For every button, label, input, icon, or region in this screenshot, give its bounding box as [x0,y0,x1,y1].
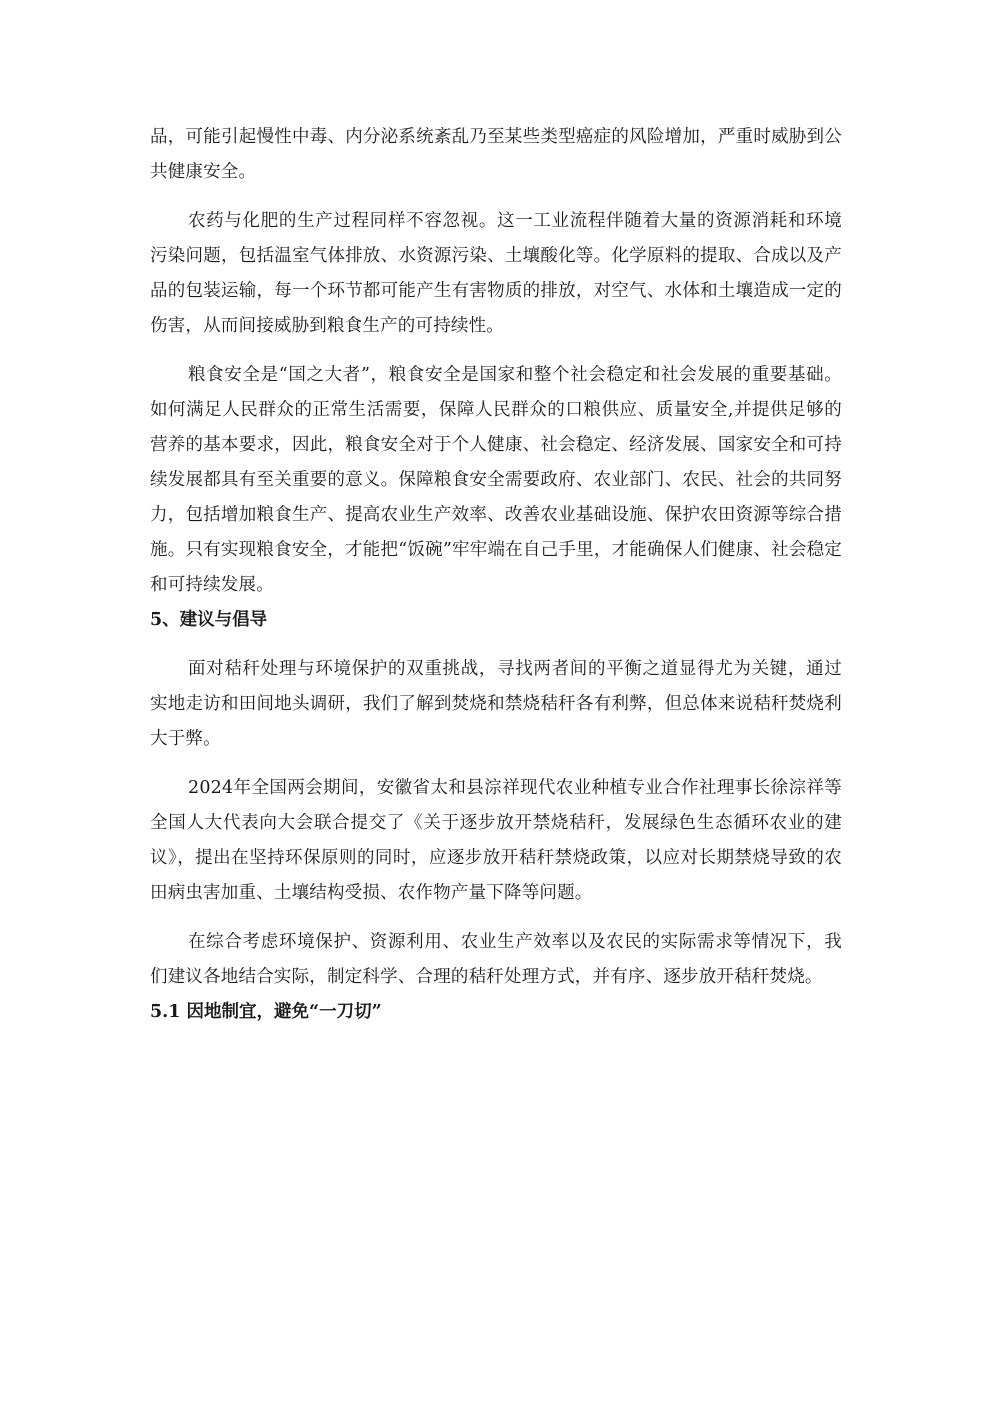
paragraph-food-security: 粮食安全是“国之大者”，粮食安全是国家和整个社会稳定和社会发展的重要基础。如何满足人民群众的正常生活需要，保障人民群众的口粮供应、质量安全,并提供足够的营养的基本要求，因此，粮食安全对于个人健康、社会稳定、经济发展、国家安全和可持续发展都具有至关重要的意义。保障粮食安全需要政府、农业部门、农民、社会的共同努力，包括增加粮食生产、提高农业生产效率、改善农业基础设施、保护农田资源等综合措施。只有实现粮食安全，才能把“饭碗”牢牢端在自己手里，才能确保人们健康、社会稳定和可持续发展。 [150,365,842,595]
section-heading-5: 5、建议与倡导 [150,610,268,630]
section-heading-5-1: 5.1 因地制宜，避免“一刀切” [150,1002,382,1022]
document-page [150,120,842,1030]
paragraph-production-process: 农药与化肥的生产过程同样不容忽视。这一工业流程伴随着大量的资源消耗和环境污染问题，包括温室气体排放、水资源污染、土壤酸化等。化学原料的提取、合成以及产品的包装运输，每一个环节都可能产生有害物质的排放，对空气、水体和土壤造成一定的伤害，从而间接威胁到粮食生产的可持续性。 [150,211,842,336]
paragraph-challenge: 面对秸秆处理与环境保护的双重挑战，寻找两者间的平衡之道显得尤为关键，通过实地走访和田间地头调研，我们了解到焚烧和禁烧秸秆各有利弊，但总体来说秸秆焚烧利大于弊。 [150,659,842,749]
paragraph-two-sessions: 2024年全国两会期间，安徽省太和县淙祥现代农业种植专业合作社理事长徐淙祥等全国人大代表向大会联合提交了《关于逐步放开禁烧秸秆，发展绿色生态循环农业的建议》，提出在坚持环保原则的同时，应逐步放开秸秆禁烧政策，以应对长期禁烧导致的农田病虫害加重、土壤结构受损、农作物产量下降等问题。 [150,778,842,903]
paragraph-health-risk: 品，可能引起慢性中毒、内分泌系统紊乱乃至某些类型癌症的风险增加，严重时威胁到公共健康安全。 [150,127,842,182]
paragraph-recommendation: 在综合考虑环境保护、资源利用、农业生产效率以及农民的实际需求等情况下，我们建议各地结合实际，制定科学、合理的秸秆处理方式，并有序、逐步放开秸秆焚烧。 [150,932,842,987]
